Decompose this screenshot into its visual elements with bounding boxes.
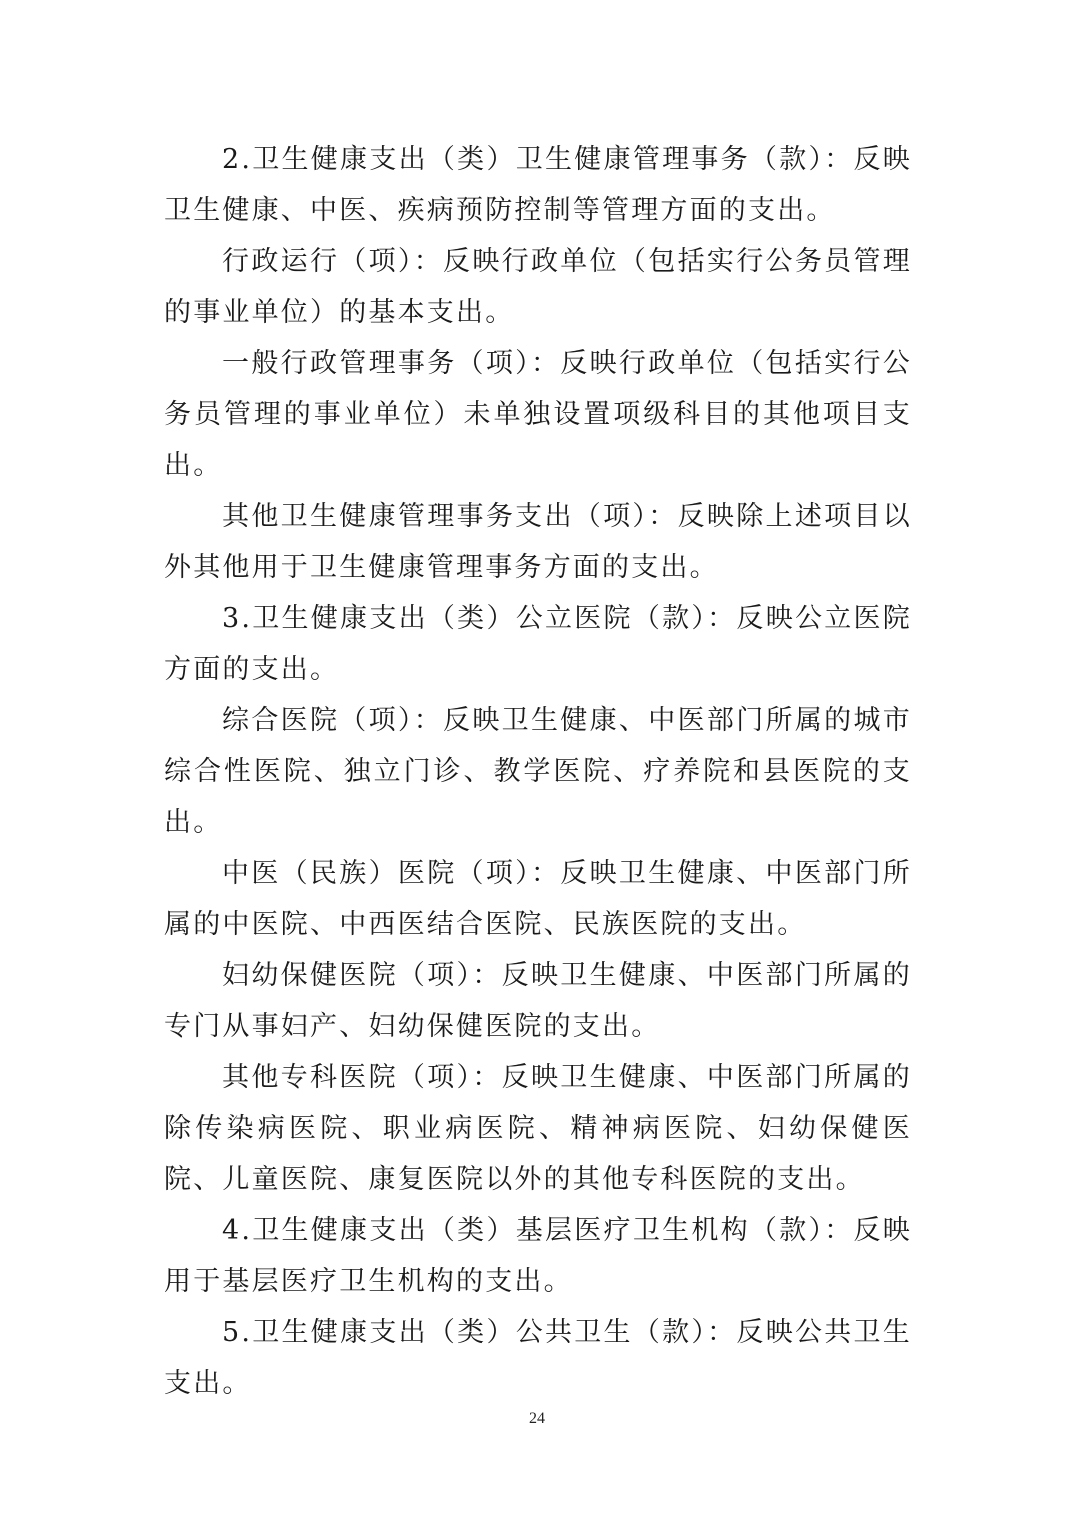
paragraph-primary-care-institutions: 4.卫生健康支出（类）基层医疗卫生机构（款）：反映用于基层医疗卫生机构的支出。 bbox=[164, 1215, 912, 1297]
page-number: 24 bbox=[529, 1410, 545, 1427]
paragraph-public-hospitals: 3.卫生健康支出（类）公立医院（款）：反映公立医院方面的支出。 bbox=[164, 603, 912, 685]
paragraph-health-management-affairs: 2.卫生健康支出（类）卫生健康管理事务（款）：反映卫生健康、中医、疾病预防控制等管理方面的支出。 bbox=[164, 144, 912, 226]
paragraph-other-health-management: 其他卫生健康管理事务支出（项）：反映除上述项目以外其他用于卫生健康管理事务方面的支出。 bbox=[164, 501, 912, 583]
paragraph-administrative-operation: 行政运行（项）：反映行政单位（包括实行公务员管理的事业单位）的基本支出。 bbox=[164, 246, 912, 328]
paragraph-tcm-hospitals: 中医（民族）医院（项）：反映卫生健康、中医部门所属的中医院、中西医结合医院、民族医院的支出。 bbox=[164, 858, 912, 940]
paragraph-other-specialty-hospitals: 其他专科医院（项）：反映卫生健康、中医部门所属的除传染病医院、职业病医院、精神病医院、妇幼保健医院、儿童医院、康复医院以外的其他专科医院的支出。 bbox=[164, 1062, 912, 1195]
paragraph-general-hospitals: 综合医院（项）：反映卫生健康、中医部门所属的城市综合性医院、独立门诊、教学医院、疗养院和县医院的支出。 bbox=[164, 705, 912, 838]
paragraph-general-administrative-affairs: 一般行政管理事务（项）：反映行政单位（包括实行公务员管理的事业单位）未单独设置项级科目的其他项目支出。 bbox=[164, 348, 912, 481]
paragraph-public-health: 5.卫生健康支出（类）公共卫生（款）：反映公共卫生支出。 bbox=[164, 1317, 912, 1399]
paragraph-maternal-child-hospitals: 妇幼保健医院（项）：反映卫生健康、中医部门所属的专门从事妇产、妇幼保健医院的支出。 bbox=[164, 960, 912, 1042]
document-body bbox=[164, 134, 912, 1409]
